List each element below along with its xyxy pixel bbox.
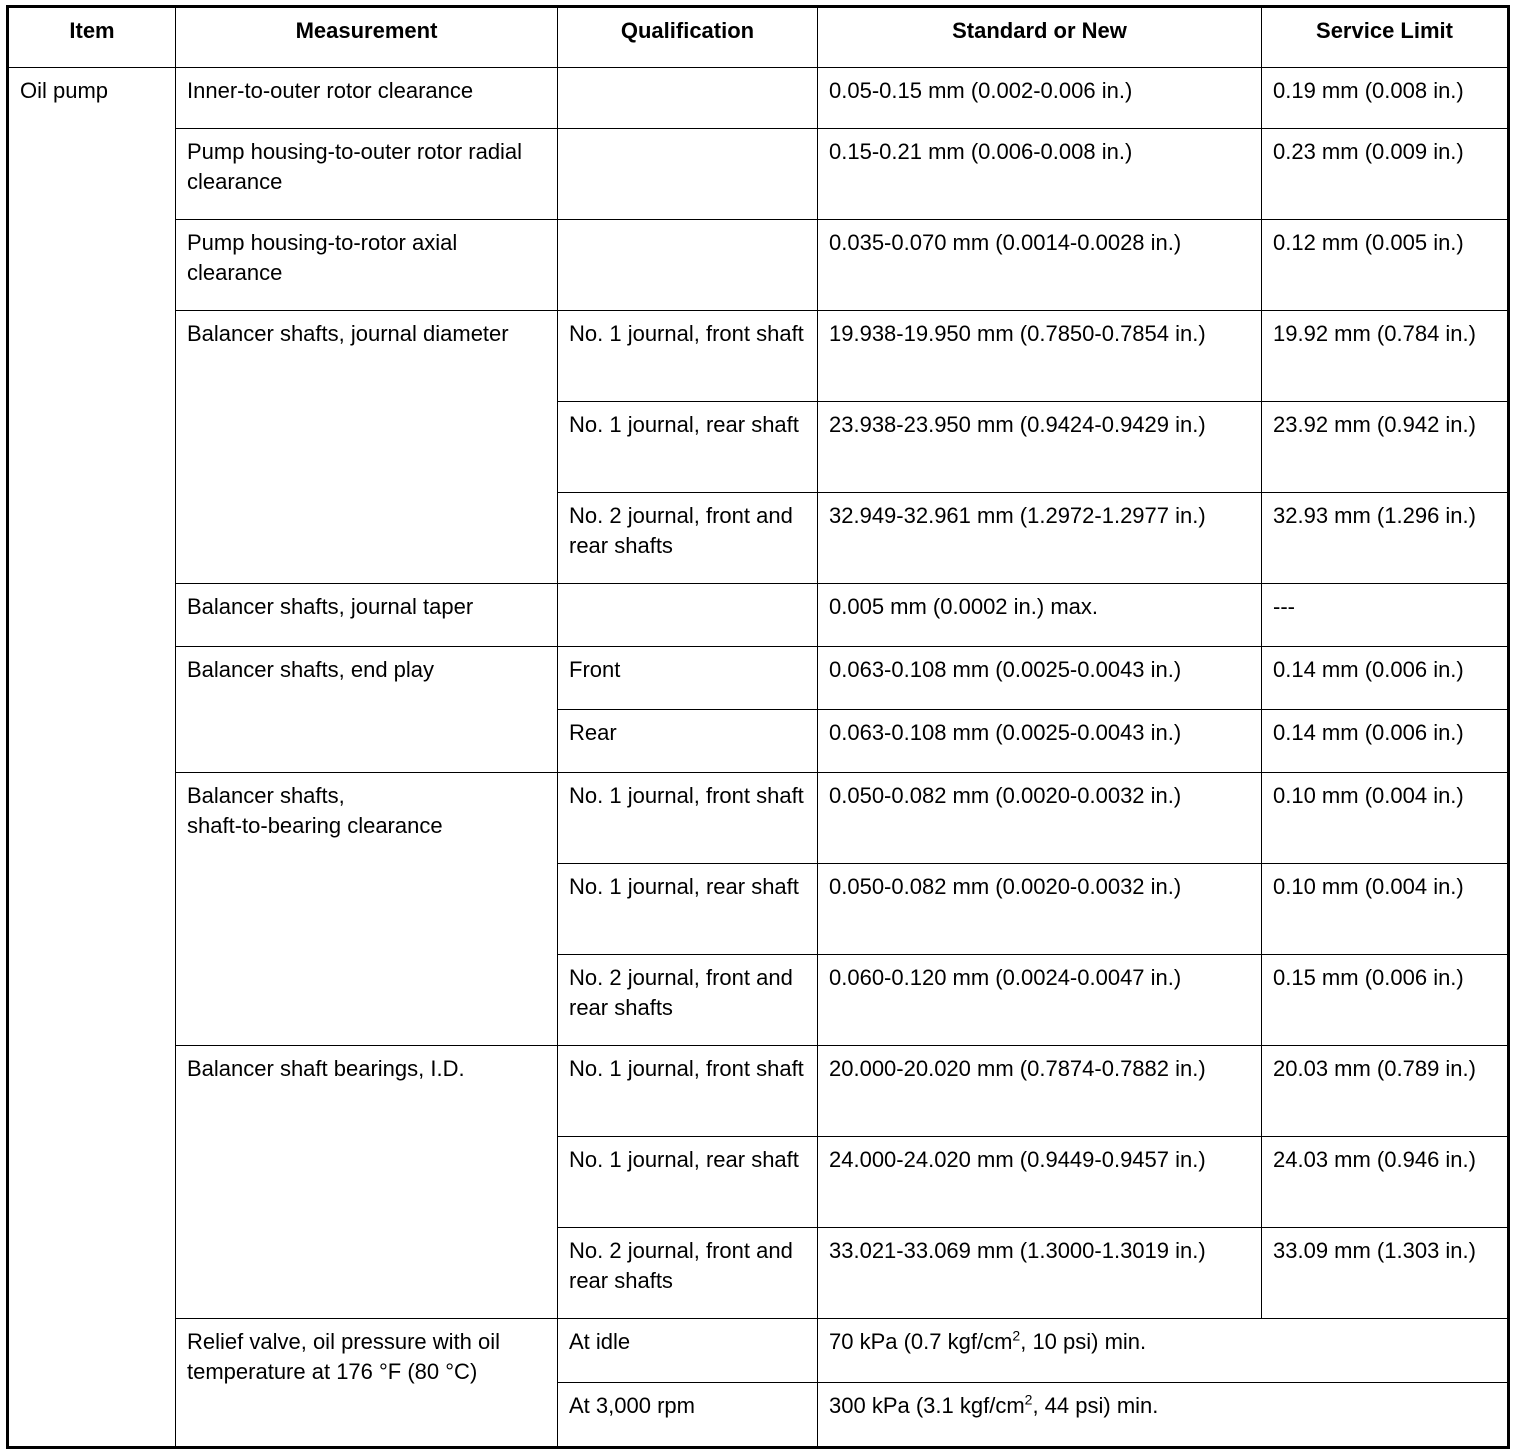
measurement-cell [176,773,558,1046]
standard-cell: 0.050-0.082 mm (0.0020-0.0032 in.) [818,864,1262,955]
header-standard: Standard or New [818,7,1262,68]
header-qualification: Qualification [558,7,818,68]
qualification-cell: No. 1 journal, front shaft [558,311,818,402]
table-row [8,129,1509,220]
standard-cell: 0.063-0.108 mm (0.0025-0.0043 in.) [818,647,1262,710]
limit-cell: 0.23 mm (0.009 in.) [1262,129,1509,220]
measurement-cell: Balancer shafts, end play [176,647,558,773]
standard-cell: 0.063-0.108 mm (0.0025-0.0043 in.) [818,710,1262,773]
header-item: Item [8,7,176,68]
limit-cell: --- [1262,584,1509,647]
pressure-value: 70 kPa (0.7 kgf/cm [829,1329,1013,1354]
superscript: 2 [1012,1327,1021,1344]
qualification-cell: No. 1 journal, rear shaft [558,864,818,955]
standard-cell: 0.060-0.120 mm (0.0024-0.0047 in.) [818,955,1262,1046]
pressure-value-cell [818,1319,1509,1383]
limit-cell: 33.09 mm (1.303 in.) [1262,1228,1509,1319]
qualification-cell: No. 2 journal, front and rear shafts [558,955,818,1046]
pressure-value: , 44 psi) min. [1032,1393,1159,1418]
table-row [8,1046,1509,1137]
standard-cell: 33.021-33.069 mm (1.3000-1.3019 in.) [818,1228,1262,1319]
item-cell: Oil pump [8,68,176,1448]
qualification-cell: No. 2 journal, front and rear shafts [558,1228,818,1319]
limit-cell: 0.10 mm (0.004 in.) [1262,773,1509,864]
limit-cell: 20.03 mm (0.789 in.) [1262,1046,1509,1137]
measurement-cell: Balancer shafts, journal taper [176,584,558,647]
qualification-cell: No. 1 journal, rear shaft [558,402,818,493]
standard-cell: 19.938-19.950 mm (0.7850-0.7854 in.) [818,311,1262,402]
limit-cell: 32.93 mm (1.296 in.) [1262,493,1509,584]
limit-cell: 0.15 mm (0.006 in.) [1262,955,1509,1046]
table-row [8,773,1509,864]
measurement-line: shaft-to-bearing clearance [187,813,443,838]
measurement-cell: Inner-to-outer rotor clearance [176,68,558,129]
table-row [8,220,1509,311]
qualification-cell: Rear [558,710,818,773]
qualification-cell: Front [558,647,818,710]
standard-cell: 0.15-0.21 mm (0.006-0.008 in.) [818,129,1262,220]
pressure-value-cell [818,1383,1509,1448]
limit-cell: 19.92 mm (0.784 in.) [1262,311,1509,402]
standard-cell: 0.05-0.15 mm (0.002-0.006 in.) [818,68,1262,129]
standard-cell: 0.005 mm (0.0002 in.) max. [818,584,1262,647]
limit-cell: 0.12 mm (0.005 in.) [1262,220,1509,311]
qualification-cell [558,584,818,647]
table-row [8,311,1509,402]
qualification-cell: No. 2 journal, front and rear shafts [558,493,818,584]
table-row [8,68,1509,129]
measurement-line: Balancer shafts, [187,783,345,808]
standard-cell: 0.035-0.070 mm (0.0014-0.0028 in.) [818,220,1262,311]
qualification-cell [558,129,818,220]
standard-cell: 32.949-32.961 mm (1.2972-1.2977 in.) [818,493,1262,584]
pressure-value: 300 kPa (3.1 kgf/cm [829,1393,1025,1418]
measurement-cell: Pump housing-to-outer rotor radial clearance [176,129,558,220]
limit-cell: 0.14 mm (0.006 in.) [1262,647,1509,710]
qualification-cell: At 3,000 rpm [558,1383,818,1448]
qualification-cell: No. 1 journal, rear shaft [558,1137,818,1228]
limit-cell: 24.03 mm (0.946 in.) [1262,1137,1509,1228]
pressure-value: , 10 psi) min. [1020,1329,1147,1354]
standard-cell: 24.000-24.020 mm (0.9449-0.9457 in.) [818,1137,1262,1228]
qualification-cell [558,220,818,311]
limit-cell: 0.19 mm (0.008 in.) [1262,68,1509,129]
qualification-cell: At idle [558,1319,818,1383]
standard-cell: 20.000-20.020 mm (0.7874-0.7882 in.) [818,1046,1262,1137]
measurement-cell: Relief valve, oil pressure with oil temperature at 176 °F (80 °C) [176,1319,558,1448]
table-row [8,1319,1509,1383]
standard-cell: 0.050-0.082 mm (0.0020-0.0032 in.) [818,773,1262,864]
qualification-cell: No. 1 journal, front shaft [558,1046,818,1137]
limit-cell: 0.14 mm (0.006 in.) [1262,710,1509,773]
header-measurement: Measurement [176,7,558,68]
measurement-cell: Pump housing-to-rotor axial clearance [176,220,558,311]
limit-cell: 0.10 mm (0.004 in.) [1262,864,1509,955]
table-row [8,584,1509,647]
qualification-cell [558,68,818,129]
standard-cell: 23.938-23.950 mm (0.9424-0.9429 in.) [818,402,1262,493]
measurement-cell: Balancer shaft bearings, I.D. [176,1046,558,1319]
measurement-cell: Balancer shafts, journal diameter [176,311,558,584]
limit-cell: 23.92 mm (0.942 in.) [1262,402,1509,493]
header-row [8,7,1509,68]
header-service-limit: Service Limit [1262,7,1509,68]
superscript: 2 [1024,1391,1033,1408]
specifications-table [6,5,1510,1449]
qualification-cell: No. 1 journal, front shaft [558,773,818,864]
table-row [8,647,1509,710]
